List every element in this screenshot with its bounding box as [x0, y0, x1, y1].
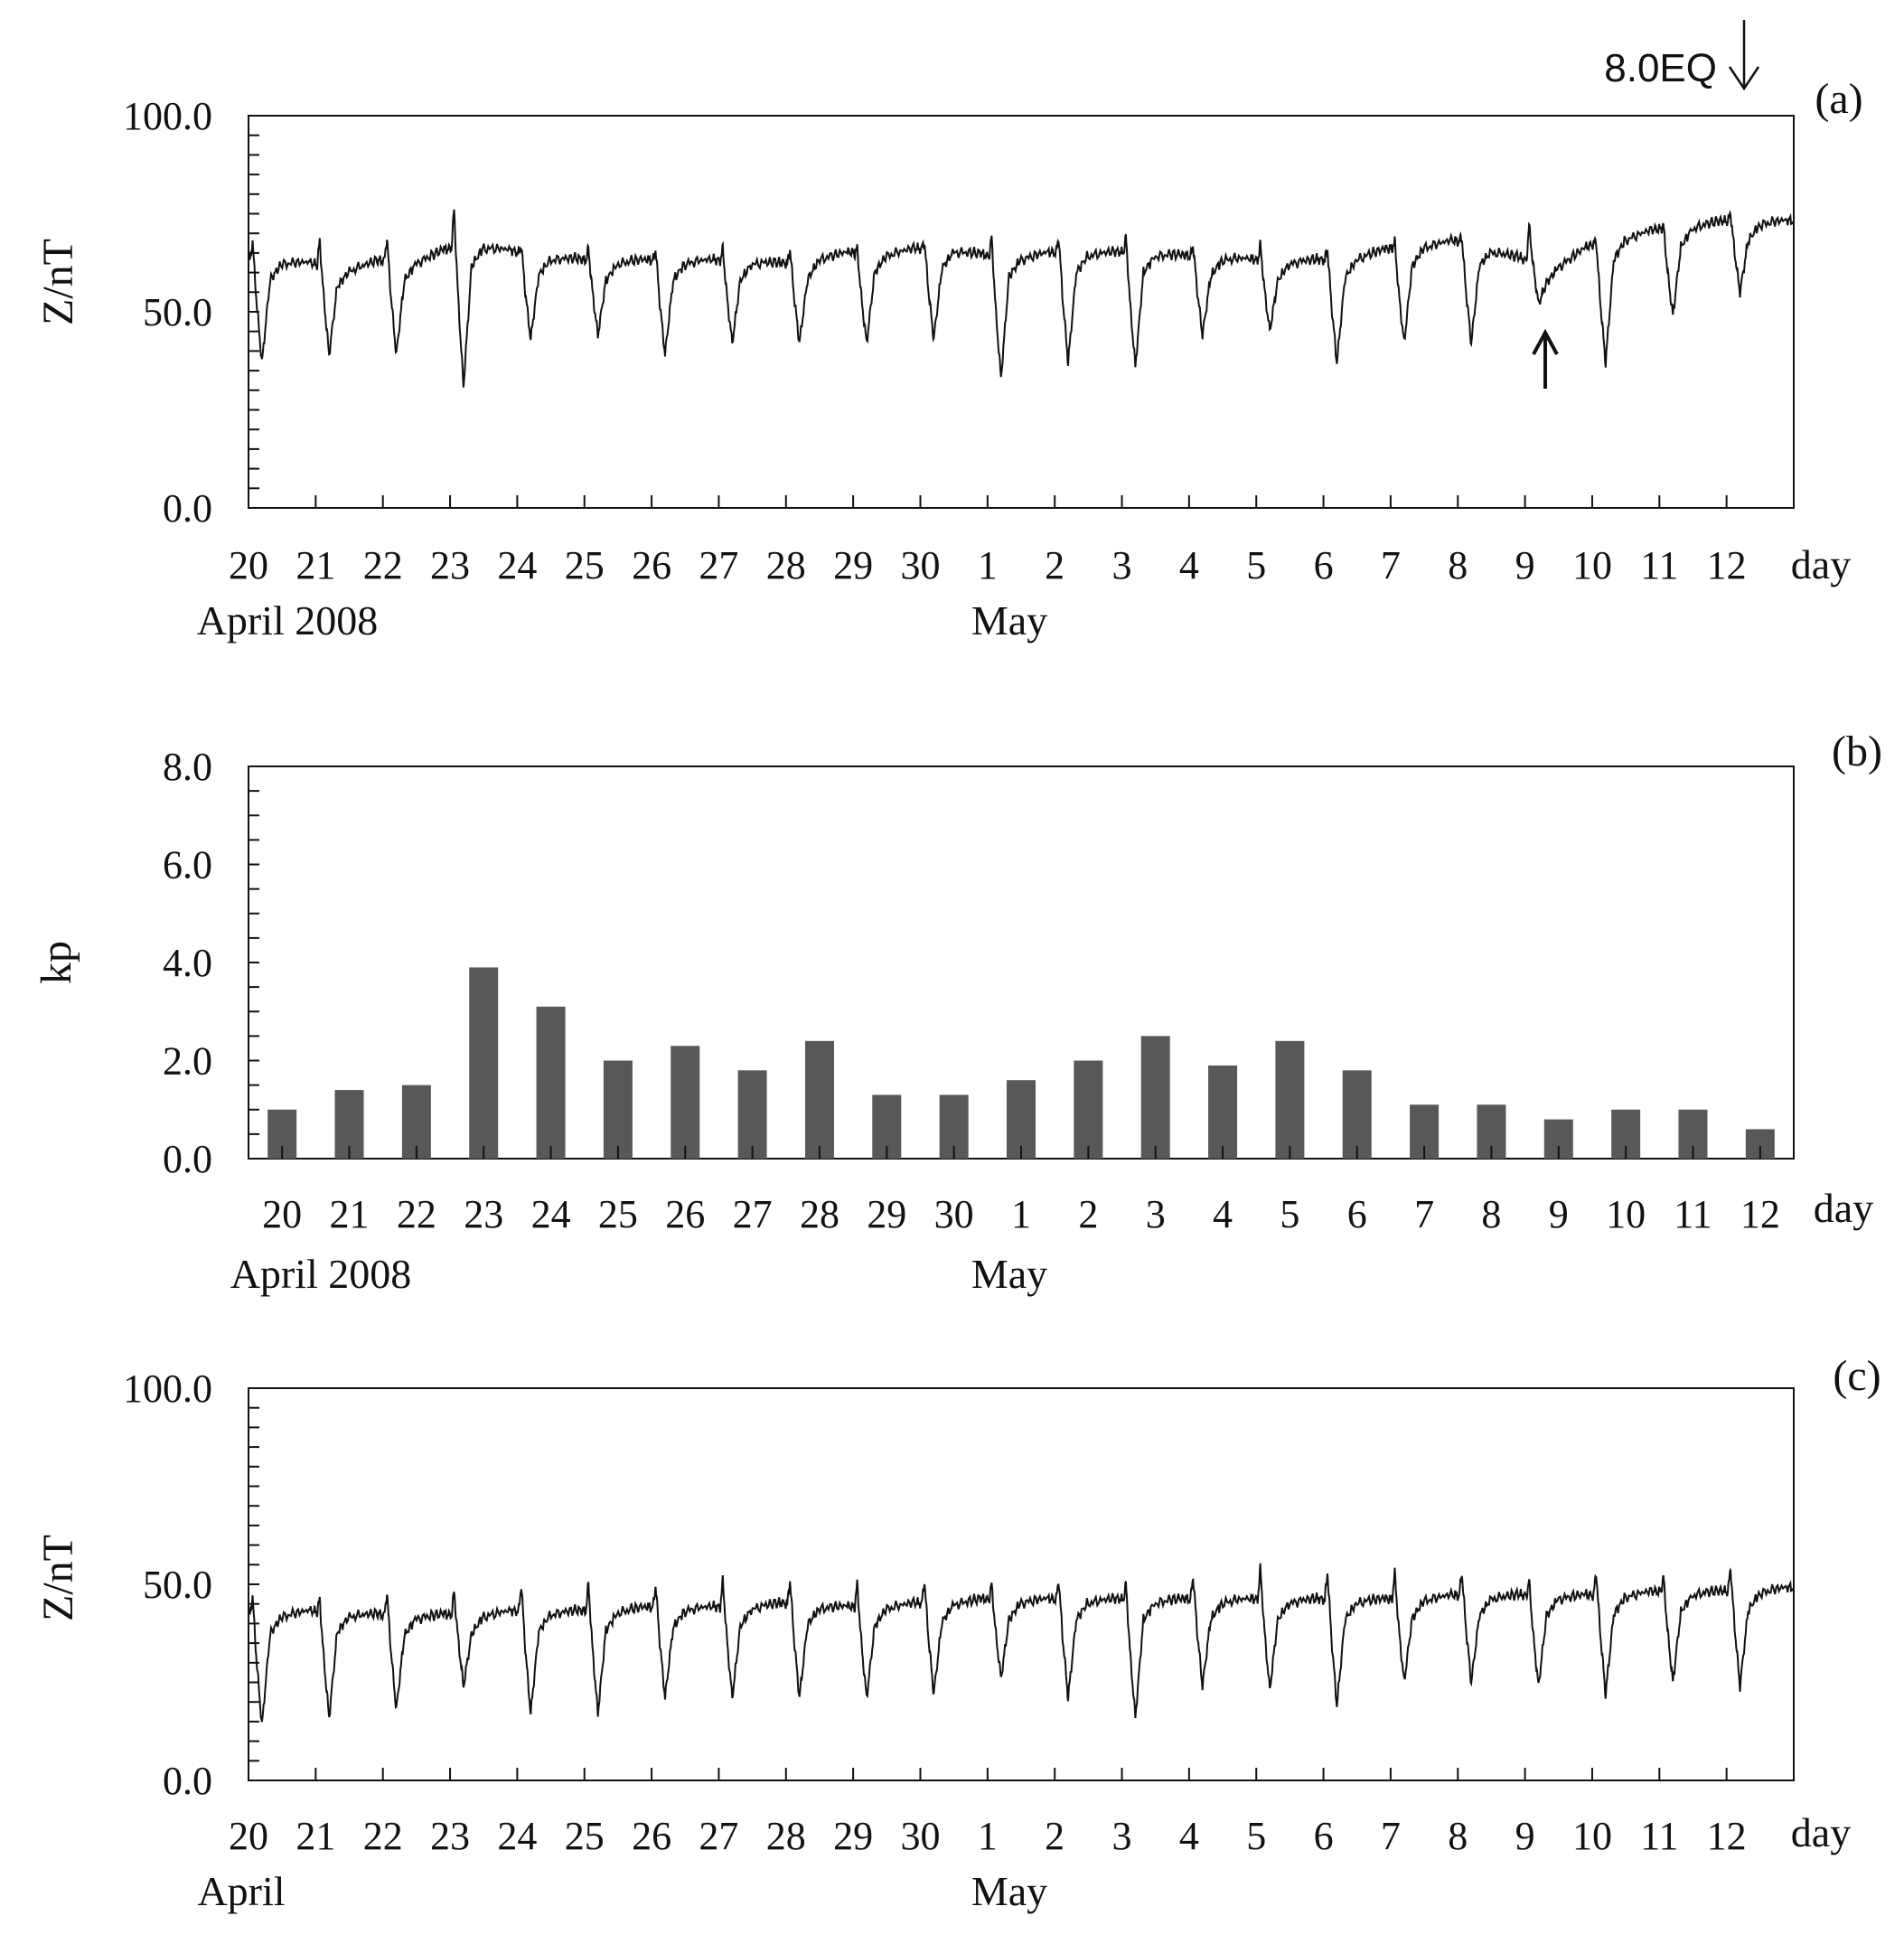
x-tick-label: 5 [1246, 543, 1267, 587]
panel-a-month-label-april: April 2008 [196, 597, 379, 643]
x-tick-label: 12 [1740, 1192, 1780, 1236]
x-tick-label: 4 [1213, 1192, 1233, 1236]
x-tick-label: 26 [632, 1814, 672, 1858]
panel-c-series-line [250, 1564, 1795, 1722]
x-tick-label: 1 [977, 1814, 998, 1858]
earthquake-down-arrow-icon [1730, 20, 1759, 89]
kp-bar [1275, 1041, 1304, 1159]
y-tick-label: 2.0 [163, 1038, 212, 1084]
x-tick-label: 29 [833, 543, 874, 587]
x-tick-label: 20 [229, 1814, 268, 1858]
x-tick-label: 8 [1448, 543, 1468, 587]
panel-c-zn-chart [34, 1352, 1881, 1914]
panel-b-month-label-april: April 2008 [230, 1251, 412, 1297]
x-tick-label: 9 [1548, 1192, 1569, 1236]
x-tick-label: 23 [464, 1192, 504, 1236]
x-tick-label: 12 [1706, 1814, 1747, 1858]
x-tick-label: 22 [362, 543, 403, 587]
x-tick-label: 1 [1011, 1192, 1031, 1236]
panel-a-tag: (a) [1815, 75, 1863, 123]
kp-bar [469, 967, 498, 1159]
x-tick-label: 6 [1346, 1192, 1367, 1236]
y-tick-label: 0.0 [163, 486, 212, 531]
panel-c-tag: (c) [1833, 1352, 1881, 1400]
x-tick-label: 28 [765, 543, 806, 587]
x-tick-label: 6 [1313, 1814, 1334, 1858]
x-tick-label: 23 [430, 1814, 471, 1858]
x-tick-label: 3 [1111, 1814, 1132, 1858]
panel-a-x-ticks [229, 495, 1747, 587]
x-tick-label: 26 [632, 543, 672, 587]
x-tick-label: 27 [699, 543, 739, 587]
panel-b-tag: (b) [1832, 728, 1882, 775]
x-tick-label: 7 [1414, 1192, 1435, 1236]
x-tick-label: 24 [530, 1192, 571, 1236]
x-tick-label: 29 [833, 1814, 874, 1858]
x-tick-label: 8 [1448, 1814, 1468, 1858]
x-tick-label: 12 [1706, 543, 1747, 587]
x-tick-label: 23 [430, 543, 471, 587]
panel-b-kp-chart [33, 728, 1882, 1297]
x-tick-label: 21 [329, 1192, 370, 1236]
x-tick-label: 11 [1640, 1814, 1679, 1858]
x-tick-label: 22 [362, 1814, 403, 1858]
panel-c-frame [249, 1388, 1794, 1780]
x-tick-label: 6 [1313, 543, 1334, 587]
kp-bar [604, 1061, 633, 1160]
panel-c-month-label-april: April [197, 1868, 286, 1914]
y-tick-label: 100.0 [123, 94, 212, 138]
x-tick-label: 11 [1674, 1192, 1712, 1236]
panel-b-y-ticks [163, 745, 259, 1181]
x-tick-label: 30 [900, 1814, 941, 1858]
panel-b-ylabel: kp [33, 941, 80, 984]
x-tick-label: 8 [1481, 1192, 1502, 1236]
kp-bar [1343, 1070, 1372, 1159]
x-tick-label: 3 [1111, 543, 1132, 587]
x-tick-label: 27 [732, 1192, 773, 1236]
anomaly-up-arrow-icon [1534, 333, 1557, 389]
x-tick-label: 24 [497, 1814, 538, 1858]
kp-bar [738, 1070, 767, 1159]
kp-bar [1074, 1061, 1102, 1160]
x-tick-label: 4 [1178, 1814, 1199, 1858]
x-tick-label: 25 [564, 543, 605, 587]
x-tick-label: 28 [765, 1814, 806, 1858]
x-tick-label: 2 [1045, 1814, 1065, 1858]
y-tick-label: 100.0 [123, 1366, 212, 1411]
kp-bar [537, 1007, 566, 1159]
x-tick-label: 3 [1145, 1192, 1166, 1236]
x-tick-label: 5 [1246, 1814, 1267, 1858]
x-tick-label: 20 [262, 1192, 303, 1236]
x-tick-label: 7 [1380, 1814, 1401, 1858]
panel-c-ylabel: Z/nT [34, 1535, 82, 1621]
x-tick-label: 25 [564, 1814, 605, 1858]
x-tick-label: 27 [699, 1814, 739, 1858]
panel-b-x-unit: day [1813, 1185, 1874, 1231]
panel-b-month-label-may: May [971, 1251, 1048, 1297]
x-tick-label: 9 [1515, 543, 1535, 587]
x-tick-label: 29 [867, 1192, 907, 1236]
y-tick-label: 6.0 [163, 842, 212, 887]
panel-a-month-label-may: May [971, 597, 1048, 643]
x-tick-label: 9 [1515, 1814, 1535, 1858]
x-tick-label: 20 [229, 543, 268, 587]
panel-c-month-label-may: May [971, 1868, 1048, 1914]
y-tick-label: 0.0 [163, 1137, 212, 1181]
x-tick-label: 7 [1380, 543, 1401, 587]
x-tick-label: 21 [295, 543, 336, 587]
panel-a-series-line [250, 210, 1795, 388]
panel-c-y-ticks [123, 1366, 259, 1803]
x-tick-label: 10 [1606, 1192, 1646, 1236]
kp-bar [805, 1041, 834, 1159]
panel-a-zn-chart [34, 20, 1863, 643]
x-tick-label: 11 [1640, 543, 1679, 587]
x-tick-label: 10 [1571, 543, 1612, 587]
panel-a-frame [249, 116, 1794, 508]
kp-bar [1208, 1066, 1237, 1159]
panel-a-y-ticks [123, 94, 259, 531]
x-tick-label: 26 [665, 1192, 706, 1236]
y-tick-label: 50.0 [143, 290, 212, 334]
x-tick-label: 28 [799, 1192, 839, 1236]
x-tick-label: 25 [597, 1192, 638, 1236]
x-tick-label: 30 [900, 543, 941, 587]
panel-a-ylabel: Z/nT [34, 239, 82, 325]
y-tick-label: 50.0 [143, 1563, 212, 1607]
x-tick-label: 30 [933, 1192, 974, 1236]
earthquake-annotation-label: 8.0EQ [1604, 46, 1717, 90]
x-tick-label: 2 [1078, 1192, 1099, 1236]
kp-bar [671, 1046, 699, 1159]
x-tick-label: 21 [295, 1814, 336, 1858]
x-tick-label: 2 [1045, 543, 1065, 587]
y-tick-label: 4.0 [163, 941, 212, 985]
x-tick-label: 22 [396, 1192, 436, 1236]
panel-a-x-unit: day [1790, 541, 1852, 587]
x-tick-label: 5 [1280, 1192, 1300, 1236]
x-tick-label: 1 [977, 543, 998, 587]
x-tick-label: 10 [1571, 1814, 1612, 1858]
kp-bar [1141, 1036, 1170, 1159]
x-tick-label: 4 [1178, 543, 1199, 587]
y-tick-label: 8.0 [163, 745, 212, 789]
x-tick-label: 24 [497, 543, 538, 587]
y-tick-label: 0.0 [163, 1759, 212, 1803]
panel-b-bars [267, 967, 1775, 1159]
panel-c-x-unit: day [1790, 1809, 1852, 1855]
